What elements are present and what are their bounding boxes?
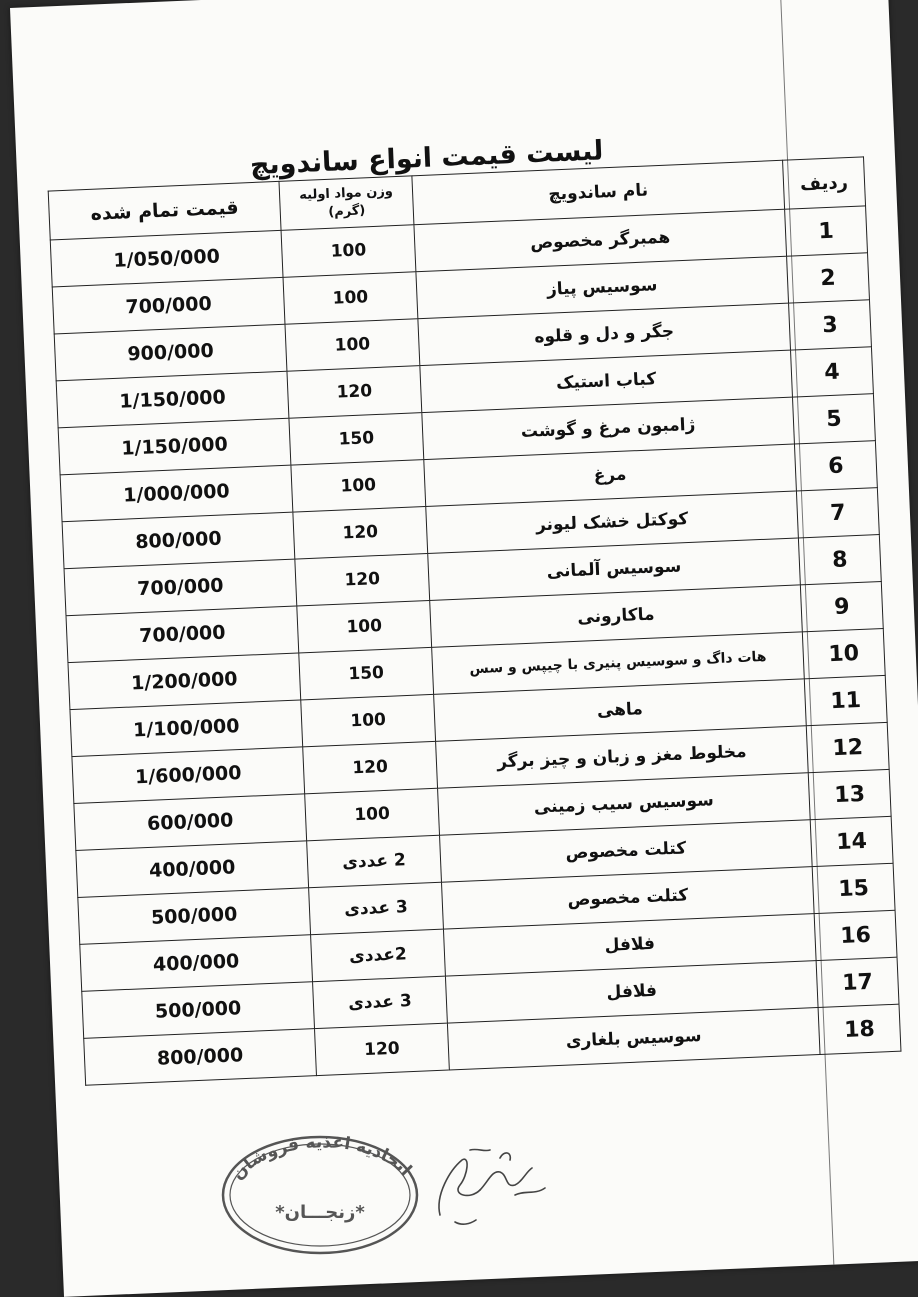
final-price: 1/100/000 [70,700,303,757]
row-number: 17 [816,957,899,1007]
ingredient-weight: 100 [285,319,420,372]
ingredient-weight: 150 [289,413,424,466]
ingredient-weight: 100 [283,272,418,325]
ingredient-weight: 100 [297,600,432,653]
row-number: 9 [800,582,883,632]
header-weight: وزن مواد اولیه (گرم) [279,176,414,231]
sandwich-name: فلافل [443,914,816,976]
row-number: 3 [789,300,872,350]
final-price: 1/150/000 [56,371,289,428]
document-title: لیست قیمت انواع ساندویچ [249,135,604,182]
header-row-number: ردیف [783,157,866,209]
ingredient-weight: 120 [315,1023,450,1076]
sandwich-name: ماهی [434,679,807,741]
ingredient-weight: 100 [301,694,436,747]
sandwich-name: همبرگر مخصوص [414,209,787,271]
final-price: 1/000/000 [60,465,293,522]
final-price: 1/050/000 [50,230,283,287]
ingredient-weight: 100 [305,788,440,841]
sandwich-name: کباب استیک [420,350,793,412]
final-price: 1/600/000 [72,747,305,804]
final-price: 700/000 [52,277,285,334]
row-number: 14 [810,816,893,866]
ingredient-weight: 120 [293,507,428,560]
row-number: 15 [812,863,895,913]
sandwich-name: جگر و دل و قلوه [418,303,791,365]
row-number: 2 [787,253,870,303]
sandwich-name: کتلت مخصوص [441,867,814,929]
sandwich-name: سوسیس سیب زمینی [438,773,811,835]
sandwich-name: مرغ [424,444,797,506]
row-number: 6 [794,441,877,491]
final-price: 900/000 [54,324,287,381]
final-price: 600/000 [74,794,307,851]
ingredient-weight: 120 [295,553,430,606]
ingredient-weight: 100 [281,225,416,278]
row-number: 16 [814,910,897,960]
row-number: 13 [808,769,891,819]
row-number: 12 [806,722,889,772]
sandwich-name: کتلت مخصوص [440,820,813,882]
row-number: 7 [796,488,879,538]
sandwich-name: هات داگ و سوسیس پنیری با چیپس و سس [432,632,805,694]
final-price: 400/000 [80,935,313,992]
sandwich-name: فلافل [445,961,818,1023]
final-price: 400/000 [76,841,309,898]
price-table [48,156,902,1085]
final-price: 1/200/000 [68,653,301,710]
header-price: قیمت تمام شده [48,181,281,240]
sandwich-name: سوسیس پیاز [416,256,789,318]
ingredient-weight: 3 عددی [309,882,444,935]
final-price: 500/000 [82,982,315,1039]
ingredient-weight: 100 [291,460,426,513]
row-number: 1 [785,206,868,256]
sandwich-name: مخلوط مغز و زبان و چیز برگر [436,726,809,788]
stamp-top-text: اتحادیه اغذیه فروشان [227,1132,416,1184]
ingredient-weight: 2 عددی [307,835,442,888]
row-number: 11 [804,675,887,725]
row-number: 4 [791,347,874,397]
row-number: 5 [792,394,875,444]
header-sandwich-name: نام ساندویچ [412,160,785,224]
row-number: 18 [818,1004,901,1054]
final-price: 700/000 [64,559,297,616]
sandwich-name: سوسیس آلمانی [428,538,801,600]
final-price: 700/000 [66,606,299,663]
ingredient-weight: 2عددی [311,929,446,982]
sandwich-name: ژامبون مرغ و گوشت [422,397,795,459]
ingredient-weight: 150 [299,647,434,700]
sandwich-name: کوکتل خشک لیونر [426,491,799,553]
sandwich-name: ماکارونی [430,585,803,647]
final-price: 500/000 [78,888,311,945]
ingredient-weight: 120 [287,366,422,419]
row-number: 8 [798,535,881,585]
final-price: 1/150/000 [58,418,291,475]
ingredient-weight: 120 [303,741,438,794]
final-price: 800/000 [84,1029,317,1086]
row-number: 10 [802,628,885,678]
stamp-bottom-text: *زنجـــان* [275,1202,365,1223]
document-page [10,0,918,1297]
final-price: 800/000 [62,512,295,569]
sandwich-name: سوسیس بلغاری [447,1008,820,1070]
ingredient-weight: 3 عددی [313,976,448,1029]
